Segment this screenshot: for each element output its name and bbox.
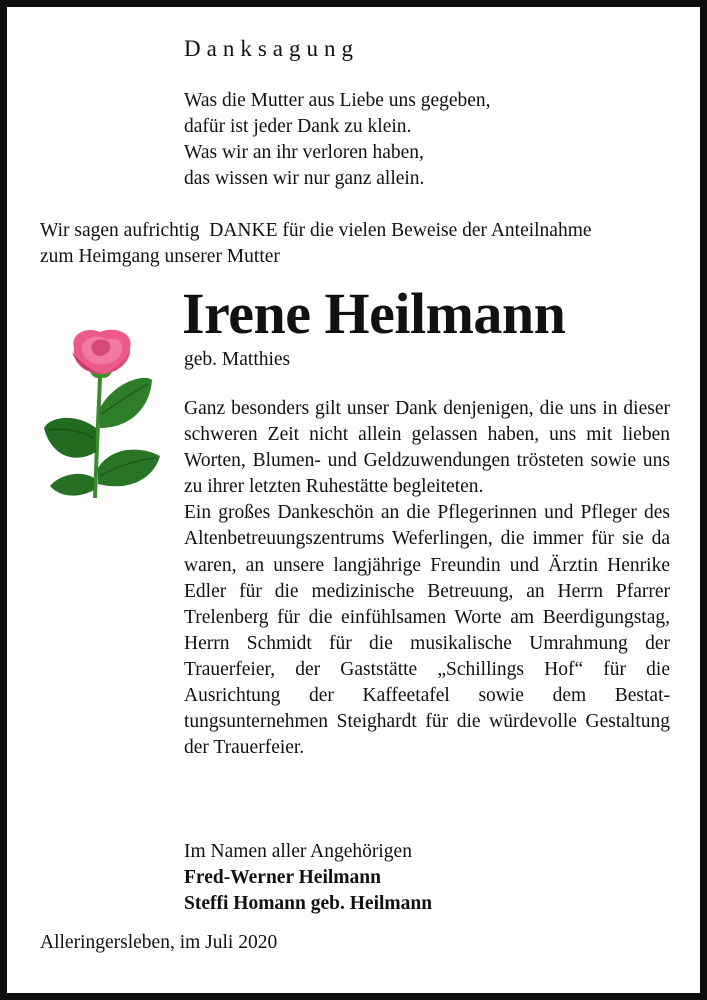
signature-name: Steffi Homann geb. Heilmann	[184, 893, 433, 914]
signature-block	[184, 839, 432, 917]
rose-leaf	[98, 450, 160, 487]
poem-line: das wissen wir nur ganz allein.	[184, 168, 425, 189]
deceased-name: Irene Heilmann	[182, 281, 566, 346]
thanks-intro-line: Wir sagen aufrichtig DANKE für die vielen Beweise der Anteilnahme	[40, 220, 592, 241]
rose-icon	[42, 328, 164, 500]
rose-leaf	[44, 418, 96, 458]
poem	[184, 88, 491, 192]
thanks-paragraph: Ein großes Dankeschön an die Pflegerinnen und Pfleger des Altenbetreuungszentrums Weferlingen, die immer für sie da waren, an unsere langjährige Freundin und Ärztin Henrike Edler für die medizinische Betreuung, an Herrn Pfarrer Trelenberg für die einfühlsamen Worte am Beerdigungstag, Herrn Schmidt für die musikalische Umrahmung der Trauerfeier, der Gaststätte „Schillings Hof“ für die Ausrichtung der Kaffeetafel sowie dem Bestattungsunternehmen Steighardt für die würdevolle Gestaltung der Trauerfeier.	[184, 502, 670, 759]
place-date: Alleringersleben, im Juli 2020	[40, 932, 278, 953]
poem-line: dafür ist jeder Dank zu klein.	[184, 116, 412, 137]
thanks-intro-line: zum Heimgang unserer Mutter	[40, 246, 280, 267]
rose-leaf	[50, 474, 94, 496]
signature-intro: Im Namen aller Angehörigen	[184, 841, 412, 862]
poem-line: Was die Mutter aus Liebe uns gegeben,	[184, 90, 491, 111]
notice-heading: Danksagung	[184, 36, 359, 61]
thanks-body	[184, 396, 670, 761]
thanks-intro	[40, 218, 592, 270]
thanks-paragraph: Ganz besonders gilt unser Dank denjenigen, die uns in dieser schweren Zeit nicht allein gelassen haben, uns mit lieben Worten, Blumen- und Geldzuwendungen trösteten sowie uns zu ihrer letzten Ruhestätte begleiteten.	[184, 398, 670, 498]
signature-name: Fred-Werner Heilmann	[184, 867, 381, 888]
maiden-name: geb. Matthies	[184, 349, 291, 370]
poem-line: Was wir an ihr verloren haben,	[184, 142, 424, 163]
